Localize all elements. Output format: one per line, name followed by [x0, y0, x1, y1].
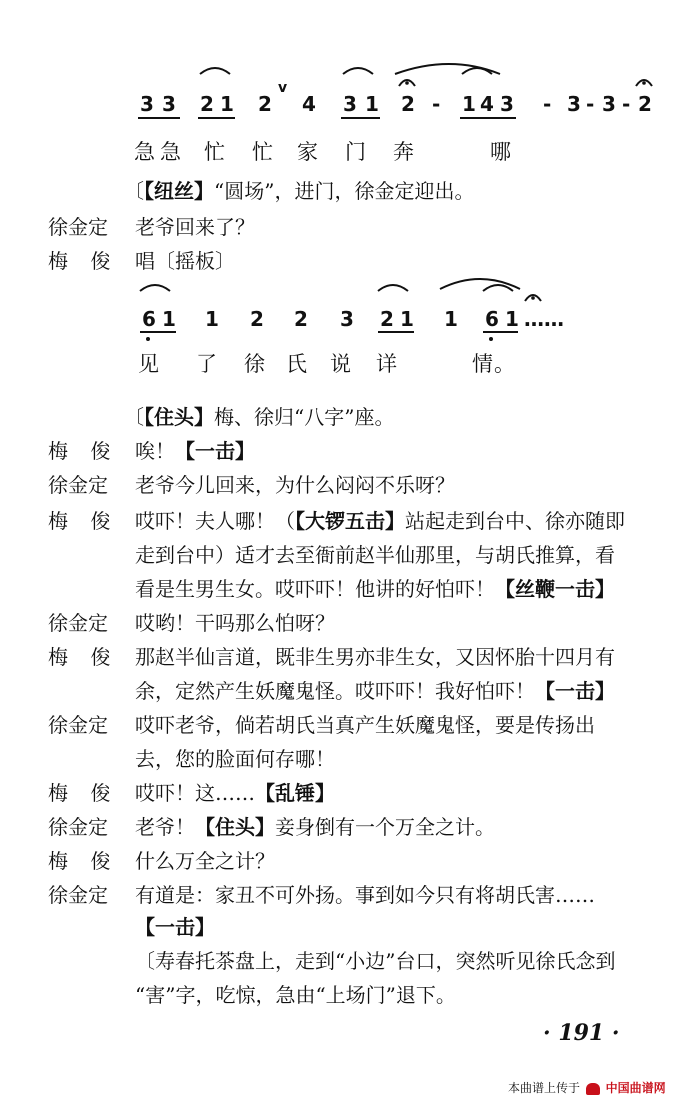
lyric: 详 — [376, 352, 398, 376]
footer-text: 本曲谱上传于 — [508, 1081, 581, 1095]
note: 1 — [365, 92, 379, 116]
site-logo-icon — [586, 1083, 600, 1095]
dash: - — [543, 92, 552, 116]
site-logo: 中国曲谱网 — [605, 1081, 666, 1095]
underlines-1 — [0, 116, 700, 122]
dash: - — [622, 92, 631, 116]
dialogue-line: 哎吓！这……【乱锤】 — [135, 781, 335, 805]
dialogue-line: 有道是：家丑不可外扬。事到如今只有将胡氏害…… — [135, 883, 595, 907]
lyric: 门 — [345, 140, 367, 164]
speaker-label: 徐金定 — [48, 815, 108, 839]
ellipsis: …… — [524, 307, 564, 331]
note: 1 — [162, 307, 176, 331]
note: 1 — [205, 307, 219, 331]
lyric: 情。 — [472, 352, 516, 376]
lyric: 见 — [138, 352, 160, 376]
note: 1 — [505, 307, 519, 331]
underlines-2 — [0, 330, 700, 344]
dialogue-line: 去，您的脸面何存哪！ — [135, 747, 335, 771]
dialogue-line: 哎吓！夫人哪！（【大锣五击】站起走到台中、徐亦随即 — [135, 509, 625, 533]
lyric: 急 — [160, 140, 182, 164]
speaker-label: 梅 俊 — [48, 645, 119, 669]
lyric: 奔 — [393, 140, 415, 164]
speaker-label: 梅 俊 — [48, 781, 119, 805]
slur-marks-2 — [0, 267, 700, 307]
note: 1 — [400, 307, 414, 331]
note: 2 — [638, 92, 652, 116]
note: 3 — [140, 92, 154, 116]
speaker-label: 梅 俊 — [48, 249, 119, 273]
note: 1 — [444, 307, 458, 331]
dialogue-line: 老爷回来了？ — [135, 215, 255, 239]
dialogue-line: 哎哟！干吗那么怕呀？ — [135, 611, 335, 635]
speaker-label: 梅 俊 — [48, 439, 119, 463]
breath-mark: v — [278, 80, 288, 96]
percussion-cue: 【纽丝】 — [144, 179, 214, 203]
stage-direction-3: “害”字，吃惊，急由“上场门”退下。 — [135, 983, 456, 1007]
lyric: 急 — [134, 140, 156, 164]
dialogue-line: 看是生男生女。哎吓吓！他讲的好怕吓！【丝鞭一击】 — [135, 577, 615, 601]
stage-direction-1: 〔【纽丝】“圆场”，进门，徐金定迎出。 — [124, 179, 475, 203]
lyrics-line-1 — [0, 136, 700, 168]
lyric: 了 — [196, 352, 218, 376]
dialogue-line: 哎吓老爷，倘若胡氏当真产生妖魔鬼怪，要是传扬出 — [135, 713, 595, 737]
dialogue-line: 【一击】 — [135, 915, 215, 939]
lyric: 说 — [330, 352, 352, 376]
speaker-label: 徐金定 — [48, 215, 108, 239]
dash: - — [432, 92, 441, 116]
note: 2 — [200, 92, 214, 116]
note: 4 — [302, 92, 316, 116]
note: 6 — [142, 307, 156, 331]
dialogue-line: 走到台中）适才去至衙前赵半仙那里，与胡氏推算，看 — [135, 543, 615, 567]
page-number: · 191 · — [543, 1020, 620, 1046]
note: 3 — [567, 92, 581, 116]
lyrics-line-2 — [0, 348, 700, 380]
note: 3 — [343, 92, 357, 116]
dash: - — [586, 92, 595, 116]
note: 3 — [162, 92, 176, 116]
note: 3 — [602, 92, 616, 116]
speaker-label: 徐金定 — [48, 713, 108, 737]
dialogue-line: 老爷！【住头】妾身倒有一个万全之计。 — [135, 815, 495, 839]
footer — [508, 1079, 666, 1096]
note: 2 — [250, 307, 264, 331]
dialogue-line: 余，定然产生妖魔鬼怪。哎吓吓！我好怕吓！【一击】 — [135, 679, 615, 703]
percussion-cue: 【住头】 — [144, 405, 214, 429]
note: 4 — [480, 92, 494, 116]
note: 2 — [294, 307, 308, 331]
speaker-label: 徐金定 — [48, 473, 108, 497]
slur-marks-1 — [0, 52, 700, 92]
lyric: 忙 — [204, 140, 226, 164]
note: 2 — [401, 92, 415, 116]
lyric: 氏 — [286, 352, 308, 376]
dialogue-line: 老爷今儿回来，为什么闷闷不乐呀？ — [135, 473, 455, 497]
dialogue-line: 唱〔摇板〕 — [135, 249, 235, 273]
lyric: 家 — [297, 140, 319, 164]
note: 6 — [485, 307, 499, 331]
note: 1 — [462, 92, 476, 116]
speaker-label: 徐金定 — [48, 883, 108, 907]
lyric: 徐 — [244, 352, 266, 376]
lyric: 忙 — [252, 140, 274, 164]
speaker-label: 梅 俊 — [48, 509, 119, 533]
note: 3 — [500, 92, 514, 116]
note: 1 — [220, 92, 234, 116]
dialogue-line: 唉！【一击】 — [135, 439, 255, 463]
dialogue-line: 那赵半仙言道，既非生男亦非生女，又因怀胎十四月有 — [135, 645, 615, 669]
lyric: 哪 — [490, 140, 512, 164]
note: 3 — [340, 307, 354, 331]
note: 2 — [380, 307, 394, 331]
dialogue-line: 什么万全之计？ — [135, 849, 275, 873]
speaker-label: 徐金定 — [48, 611, 108, 635]
note: 2 — [258, 92, 272, 116]
stage-direction-3: 〔寿春托茶盘上，走到“小边”台口，突然听见徐氏念到 — [135, 949, 616, 973]
speaker-label: 梅 俊 — [48, 849, 119, 873]
stage-direction-2: 〔【住头】梅、徐归“八字”座。 — [124, 405, 395, 429]
